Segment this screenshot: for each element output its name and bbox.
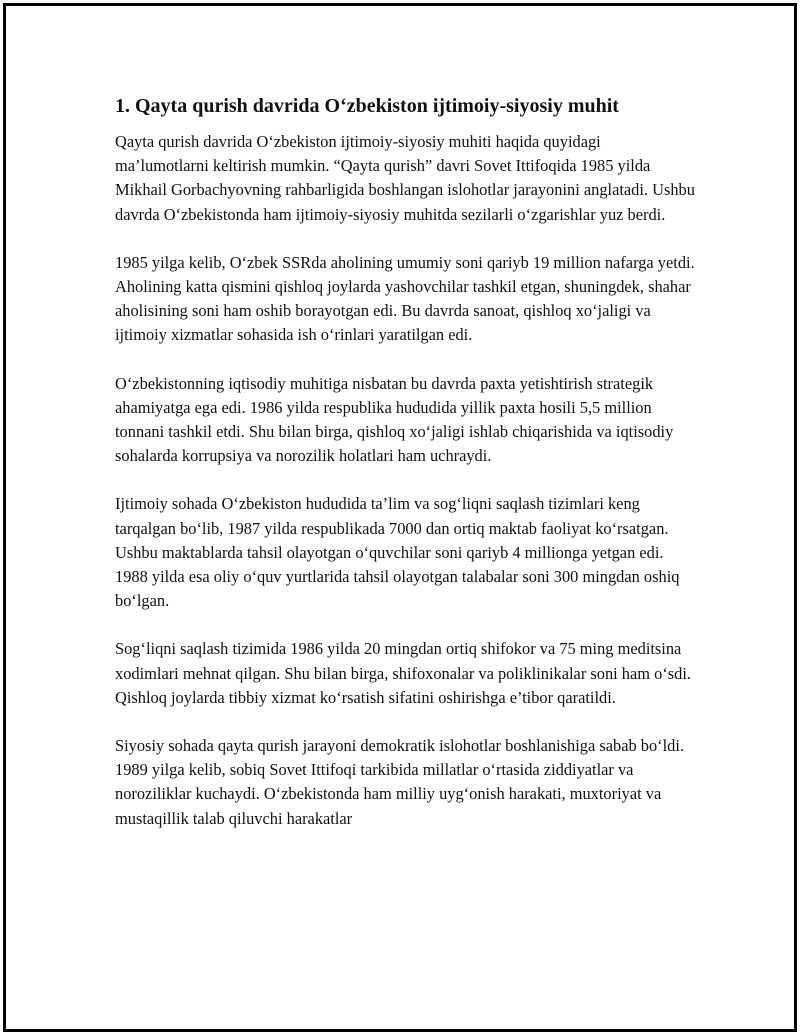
section-heading: 1. Qayta qurish davrida O‘zbekiston ijtimoiy-siyosiy muhit <box>115 95 619 117</box>
paragraph-population: 1985 yilga kelib, O‘zbek SSRda aholining umumiy soni qariyb 19 million nafarga yetdi. Aholining katta qismini qishloq joylarda yashovchilar tashkil etgan, shuningdek, shahar aholisining soni ham oshib borayotgan edi. Bu davrda sanoat, qishloq xo‘jaligi va ijtimoiy xizmatlar sohasida ish o‘rinlari yaratilgan edi. <box>115 252 695 345</box>
paragraph-education: Ijtimoiy sohada O‘zbekiston hududida ta’lim va sog‘liqni saqlash tizimlari keng tarqalgan bo‘lib, 1987 yilda respublikada 7000 dan ortiq maktab faoliyat ko‘rsatgan. Ushbu maktablarda tahsil olayotgan o‘quvchilar soni qariyb 4 millionga yetgan edi. 1988 yilda esa oliy o‘quv yurtlarida tahsil olayotgan talabalar soni 300 mingdan oshiq bo‘lgan. <box>115 494 680 611</box>
paragraph-politics: Siyosiy sohada qayta qurish jarayoni demokratik islohotlar boshlanishiga sabab bo‘ldi. 1989 yilga kelib, sobiq Sovet Ittifoqi tarkibida millatlar o‘rtasida ziddiyatlar va noroziliklar kuchaydi. O‘zbekistonda ham milliy uyg‘onish harakati, muxtoriyat va mustaqillik talab qiluvchi harakatlar <box>115 736 685 828</box>
paragraph-intro: Qayta qurish davrida O‘zbekiston ijtimoiy-siyosiy muhiti haqida quyidagi ma’lumotlarni keltirish mumkin. “Qayta qurish” davri Sovet Ittifoqida 1985 yilda Mikhail Gorbachyovning rahbarligida boshlangan islohotlar jarayonini anglatadi. Ushbu davrda O‘zbekistonda ham ijtimoiy-siyosiy muhitda sezilarli o‘zgarishlar yuz berdi. <box>115 132 695 224</box>
paragraph-economy: O‘zbekistonning iqtisodiy muhitiga nisbatan bu davrda paxta yetishtirish strategik ahamiyatga ega edi. 1986 yilda respublika hududida yillik paxta hosili 5,5 million tonnani tashkil etdi. Shu bilan birga, qishloq xo‘jaligi ishlab chiqarishida va iqtisodiy sohalarda korrupsiya va norozilik holatlari ham uchraydi. <box>115 373 674 466</box>
document-body <box>115 93 695 855</box>
paragraph-healthcare: Sog‘liqni saqlash tizimida 1986 yilda 20 mingdan ortiq shifokor va 75 ming meditsina xodimlari mehnat qilgan. Shu bilan birga, shifoxonalar va poliklinikalar soni ham o‘sdi. Qishloq joylarda tibbiy xizmat ko‘rsatish sifatini oshirishga e’tibor qaratildi. <box>115 639 692 707</box>
